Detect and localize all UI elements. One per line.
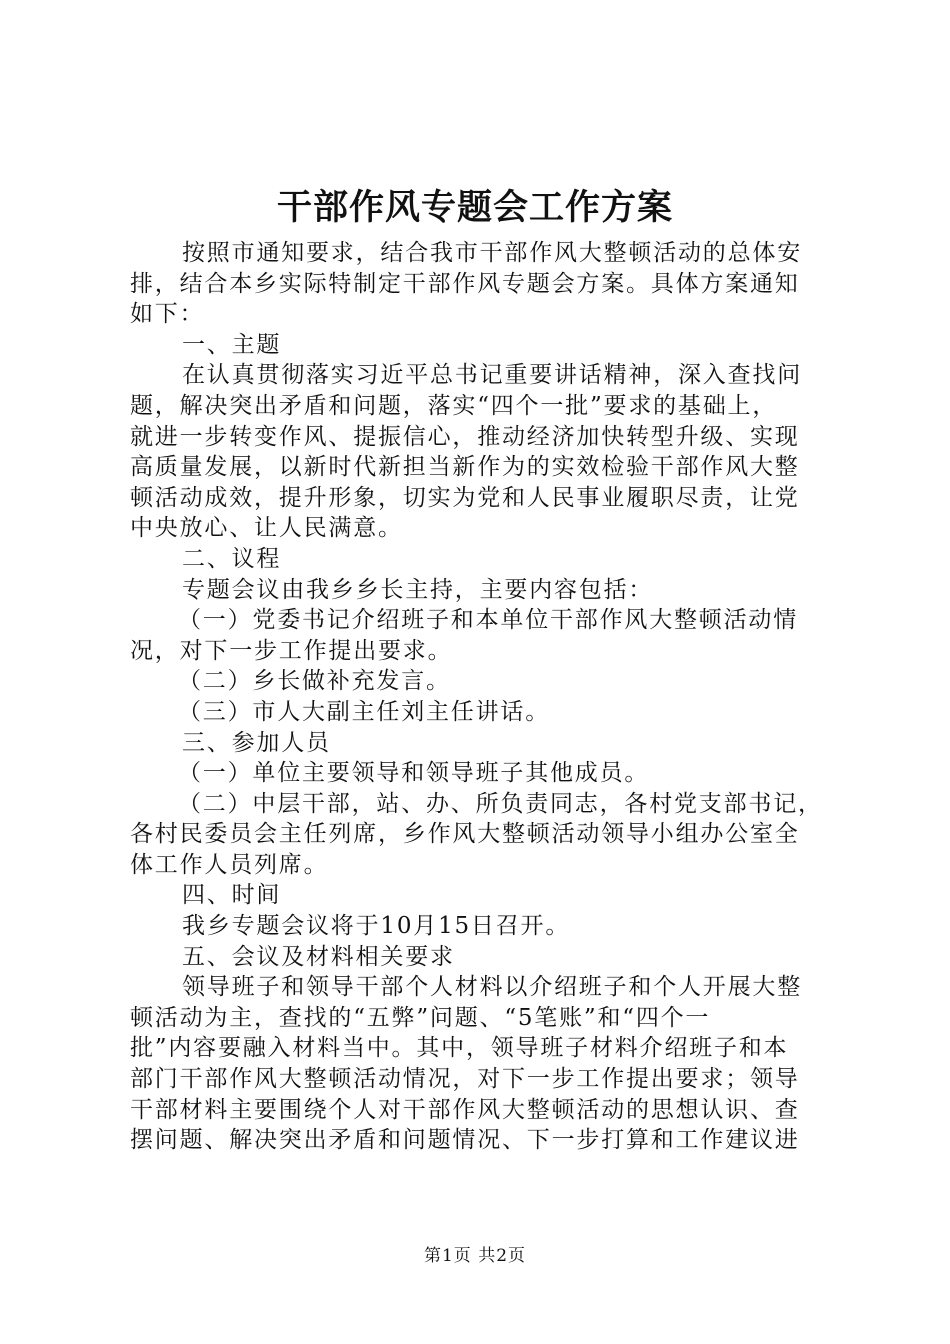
paragraph-line: 题，解决突出矛盾和问题，落实“四个一批”要求的基础上， xyxy=(130,392,778,419)
paragraph-line: 况，对下一步工作提出要求。 xyxy=(130,637,453,664)
paragraph-line: 就进一步转变作风、提振信心，推动经济加快转型升级、实现 xyxy=(130,423,800,450)
paragraph-line: 专题会议由我乡乡长主持，主要内容包括： xyxy=(182,576,654,603)
paragraph-line: 五、会议及材料相关要求 xyxy=(182,943,455,970)
paragraph-line: （三）市人大副主任刘主任讲话。 xyxy=(178,698,550,725)
paragraph-line: 领导班子和领导干部个人材料以介绍班子和个人开展大整 xyxy=(182,974,802,1001)
paragraph-line: 二、议程 xyxy=(182,545,282,572)
paragraph-line: 中央放心、让人民满意。 xyxy=(130,515,403,542)
paragraph-line: （一）党委书记介绍班子和本单位干部作风大整顿活动情 xyxy=(178,607,798,634)
paragraph-line: 批”内容要融入材料当中。其中，领导班子材料介绍班子和本 xyxy=(130,1035,789,1062)
paragraph-line: （二）中层干部，站、办、所负责同志，各村党支部书记， xyxy=(178,790,823,817)
paragraph-line: 摆问题、解决突出矛盾和问题情况、下一步打算和工作建议进 xyxy=(130,1127,800,1154)
paragraph-line: 三、参加人员 xyxy=(182,729,331,756)
paragraph-line: 顿活动为主，查找的“五弊”问题、“5笔账”和“四个一 xyxy=(130,1004,711,1031)
paragraph-line: 如下： xyxy=(130,301,205,328)
paragraph-line: 一、主题 xyxy=(182,331,282,358)
paragraph-line: 体工作人员列席。 xyxy=(130,851,329,878)
paragraph-line: 在认真贯彻落实习近平总书记重要讲话精神，深入查找问 xyxy=(182,362,802,389)
paragraph-line: 按照市通知要求，结合我市干部作风大整顿活动的总体安 xyxy=(182,240,802,266)
paragraph-line: （一）单位主要领导和领导班子其他成员。 xyxy=(178,760,650,787)
paragraph-line: 顿活动成效，提升形象，切实为党和人民事业履职尽责，让党 xyxy=(130,484,800,511)
document-title: 干部作风专题会工作方案 xyxy=(276,187,673,228)
paragraph-line: 各村民委员会主任列席，乡作风大整顿活动领导小组办公室全 xyxy=(130,821,800,848)
paragraph-line: 四、时间 xyxy=(182,882,282,909)
paragraph-line: 高质量发展，以新时代新担当新作为的实效检验干部作风大整 xyxy=(130,454,800,481)
paragraph-line: 我乡专题会议将于10月15日召开。 xyxy=(182,913,571,940)
page-indicator: 第1页 共2页 xyxy=(423,1246,527,1266)
paragraph-line: 部门干部作风大整顿活动情况，对下一步工作提出要求；领导 xyxy=(130,1066,800,1093)
paragraph-line: 干部材料主要围绕个人对干部作风大整顿活动的思想认识、查 xyxy=(130,1096,800,1123)
paragraph-line: 排，结合本乡实际特制定干部作风专题会方案。具体方案通知 xyxy=(130,270,800,297)
document-body xyxy=(130,238,830,1156)
paragraph-line: （二）乡长做补充发言。 xyxy=(178,668,451,695)
